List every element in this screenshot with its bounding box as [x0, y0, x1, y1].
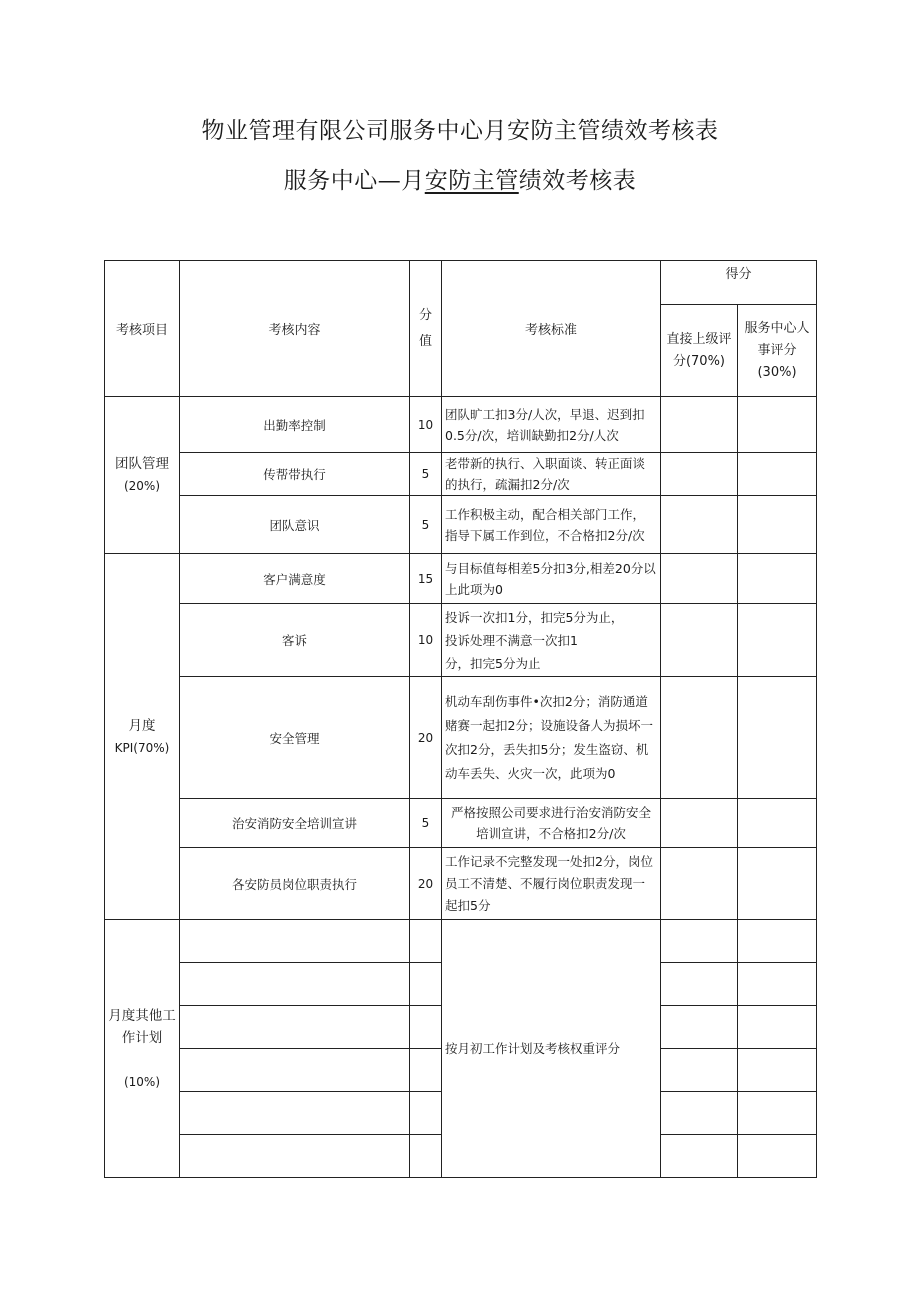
hr-score-cell[interactable] — [738, 1092, 817, 1135]
category-team-name: 团队管理 — [115, 456, 169, 472]
header-hr-line1: 服务中心人 — [744, 320, 810, 336]
table-row — [105, 554, 817, 604]
table-row — [105, 397, 817, 453]
points-cell: 20 — [410, 677, 442, 799]
table-row — [105, 799, 817, 848]
content-cell[interactable] — [180, 1006, 410, 1049]
points-cell: 5 — [410, 453, 442, 496]
content-cell: 安全管理 — [180, 677, 410, 799]
standard-cell: 与目标值每相差5分扣3分,相差20分以上此项为0 — [442, 554, 661, 604]
hr-score-cell[interactable] — [738, 1049, 817, 1092]
standard-cell: 老带新的执行、入职面谈、转正面谈的执行，疏漏扣2分/次 — [442, 453, 661, 496]
table-row — [105, 604, 817, 677]
standard-cell: 严格按照公司要求进行治安消防安全培训宣讲，不合格扣2分/次 — [442, 799, 661, 848]
content-cell: 客诉 — [180, 604, 410, 677]
category-other-name-line1: 月度其他工 — [108, 1007, 176, 1024]
hr-score-cell[interactable] — [738, 1135, 817, 1178]
standard-cell: 工作积极主动，配合相关部门工作，指导下属工作到位，不合格扣2分/次 — [442, 496, 661, 554]
supervisor-score-cell[interactable] — [661, 397, 738, 453]
content-cell: 治安消防安全培训宣讲 — [180, 799, 410, 848]
supervisor-score-cell[interactable] — [661, 799, 738, 848]
content-cell[interactable] — [180, 1135, 410, 1178]
hr-score-cell[interactable] — [738, 1006, 817, 1049]
supervisor-score-cell[interactable] — [661, 1092, 738, 1135]
category-other — [105, 920, 180, 1178]
header-hr-score — [738, 305, 817, 397]
supervisor-score-cell[interactable] — [661, 554, 738, 604]
content-cell[interactable] — [180, 1092, 410, 1135]
standard-cell: 工作记录不完整发现一处扣2分，岗位员工不清楚、不履行岗位职责发现一起扣5分 — [442, 848, 661, 920]
standard-cell: 团队旷工扣3分/人次，早退、迟到扣0.5分/次，培训缺勤扣2分/人次 — [442, 397, 661, 453]
header-score: 得分 — [661, 261, 817, 305]
table-row — [105, 920, 817, 963]
points-cell[interactable] — [410, 1135, 442, 1178]
header-content: 考核内容 — [180, 261, 410, 397]
hr-score-cell[interactable] — [738, 496, 817, 554]
header-hr-line2: 事评分(30%) — [757, 342, 797, 380]
points-cell[interactable] — [410, 920, 442, 963]
supervisor-score-cell[interactable] — [661, 1006, 738, 1049]
header-supervisor-line2: 分(70%) — [672, 353, 726, 369]
content-cell: 传帮带执行 — [180, 453, 410, 496]
supervisor-score-cell[interactable] — [661, 453, 738, 496]
category-other-weight: (10%) — [123, 1074, 161, 1089]
content-cell: 各安防员岗位职责执行 — [180, 848, 410, 920]
standard-line: 投诉一次扣1分，扣完5分为止， — [445, 609, 624, 625]
points-cell[interactable] — [410, 1049, 442, 1092]
supervisor-score-cell[interactable] — [661, 677, 738, 799]
table-row — [105, 453, 817, 496]
points-cell: 10 — [410, 604, 442, 677]
content-cell: 客户满意度 — [180, 554, 410, 604]
category-kpi-weight: KPI(70%) — [114, 740, 170, 755]
header-points-line1: 分 — [418, 307, 432, 323]
content-cell: 出勤率控制 — [180, 397, 410, 453]
document-title: 物业管理有限公司服务中心月安防主管绩效考核表 — [201, 118, 719, 144]
hr-score-cell[interactable] — [738, 397, 817, 453]
standard-cell: 机动车刮伤事件•次扣2分；消防通道赌赛一起扣2分；设施设备人为损坏一次扣2分，丢失扣5分；发生盗窃、机动车丢失、火灾一次，此项为0 — [442, 677, 661, 799]
points-cell: 5 — [410, 496, 442, 554]
subtitle-prefix: 服务中心—月 — [283, 168, 425, 194]
subtitle-position: 安防主管 — [424, 168, 519, 194]
points-cell[interactable] — [410, 1092, 442, 1135]
hr-score-cell[interactable] — [738, 554, 817, 604]
hr-score-cell[interactable] — [738, 677, 817, 799]
supervisor-score-cell[interactable] — [661, 963, 738, 1006]
standard-cell: 按月初工作计划及考核权重评分 — [442, 920, 661, 1178]
points-cell[interactable] — [410, 963, 442, 1006]
content-cell[interactable] — [180, 963, 410, 1006]
content-cell[interactable] — [180, 1049, 410, 1092]
supervisor-score-cell[interactable] — [661, 1049, 738, 1092]
hr-score-cell[interactable] — [738, 453, 817, 496]
supervisor-score-cell[interactable] — [661, 848, 738, 920]
category-kpi-name: 月度 — [128, 717, 156, 734]
hr-score-cell[interactable] — [738, 848, 817, 920]
table-row — [105, 677, 817, 799]
content-cell[interactable] — [180, 920, 410, 963]
standard-cell — [442, 604, 661, 677]
header-supervisor-score — [661, 305, 738, 397]
category-kpi — [105, 554, 180, 920]
supervisor-score-cell[interactable] — [661, 604, 738, 677]
header-standard: 考核标准 — [442, 261, 661, 397]
table-row — [105, 848, 817, 920]
standard-line: 分，扣完5分为止 — [445, 655, 541, 671]
table-row — [105, 496, 817, 554]
category-team-weight: (20%) — [123, 479, 161, 493]
header-row — [105, 261, 817, 305]
content-cell: 团队意识 — [180, 496, 410, 554]
hr-score-cell[interactable] — [738, 604, 817, 677]
hr-score-cell[interactable] — [738, 963, 817, 1006]
header-points-line2: 值 — [418, 333, 432, 349]
points-cell[interactable] — [410, 1006, 442, 1049]
points-cell: 20 — [410, 848, 442, 920]
category-other-name-line2: 作计划 — [121, 1029, 163, 1046]
hr-score-cell[interactable] — [738, 920, 817, 963]
standard-line: 投诉处理不满意一次扣1 — [445, 632, 578, 648]
document-subtitle — [0, 162, 920, 195]
evaluation-table — [104, 260, 817, 1178]
supervisor-score-cell[interactable] — [661, 1135, 738, 1178]
category-team — [105, 397, 180, 554]
header-item: 考核项目 — [105, 261, 180, 397]
points-cell: 10 — [410, 397, 442, 453]
points-cell: 15 — [410, 554, 442, 604]
supervisor-score-cell[interactable] — [661, 920, 738, 963]
subtitle-suffix: 绩效考核表 — [518, 168, 637, 194]
points-cell: 5 — [410, 799, 442, 848]
supervisor-score-cell[interactable] — [661, 496, 738, 554]
header-points — [410, 261, 442, 397]
hr-score-cell[interactable] — [738, 799, 817, 848]
header-supervisor-line1: 直接上级评 — [666, 331, 732, 347]
